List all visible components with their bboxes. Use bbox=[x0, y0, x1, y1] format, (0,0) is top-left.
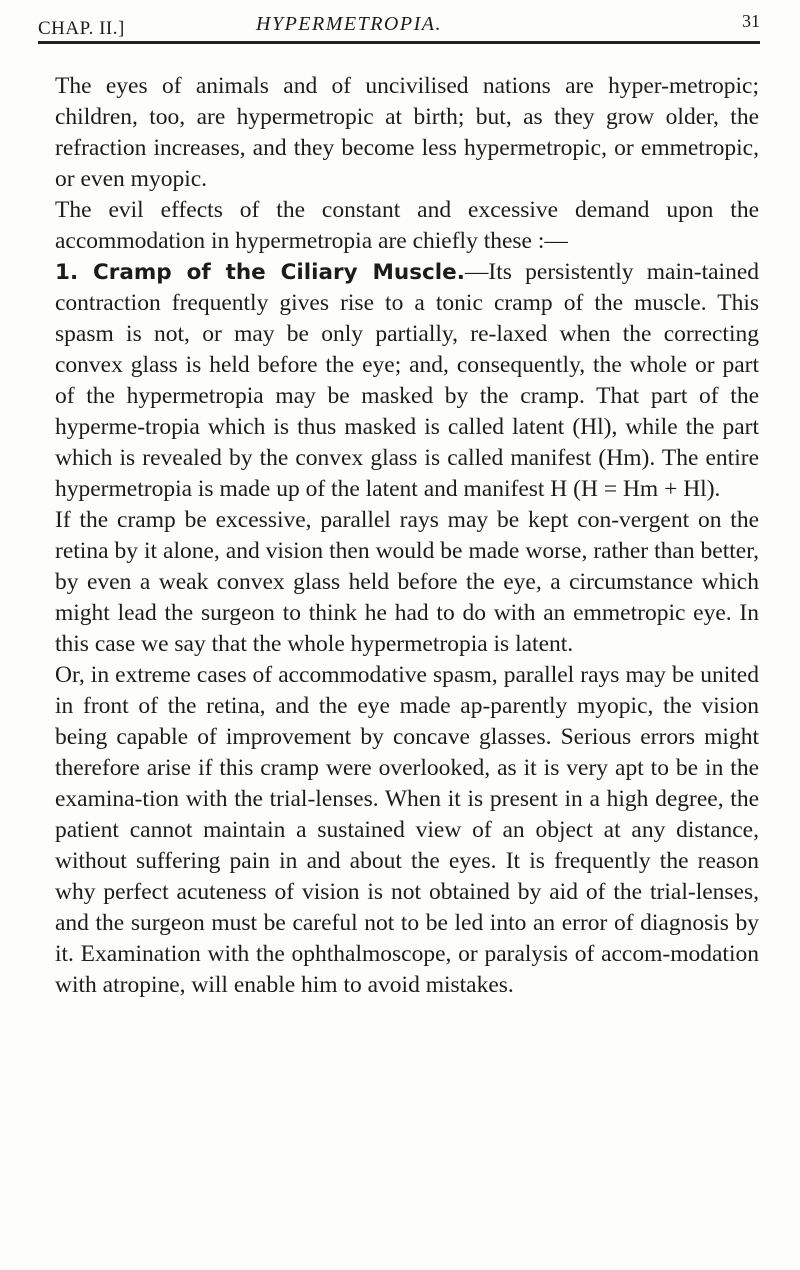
paragraph-ciliary-cramp-text: —Its persistently main-tained contraction frequently gives rise to a tonic cramp of the muscle. This spasm is not, or may be only partially, re-laxed when the correcting convex glass is held before the eye; and, consequently, the whole or part of the hypermetropia may be masked by the cramp. That part of the hyperme-tropia which is thus masked is called latent (Hl), while the part which is revealed by the convex glass is called manifest (Hm). The entire hypermetropia is made up of the latent and manifest H (H = Hm + Hl). bbox=[55, 259, 760, 502]
paragraph-animals: The eyes of animals and of uncivilised nations are hyper-metropic; children, too, are hypermetropic at birth; but, as they grow older, the refraction increases, and they become less hypermetropic, or emmetropic, or even myopic. bbox=[55, 73, 759, 192]
running-title: HYPERMETROPIA. bbox=[256, 13, 442, 35]
paragraph-excessive-cramp: If the cramp be excessive, parallel rays may be kept con-vergent on the retina by it alone, and vision then would be made worse, rather than better, by even a weak convex glass held before the eye, a circumstance which might lead the surgeon to think he had to do with an emmetropic eye. In this case we say that the whole hypermetropia is latent. bbox=[55, 507, 759, 657]
section-heading-ciliary-cramp: 1. Cramp of the Ciliary Muscle. bbox=[55, 260, 465, 285]
paragraph-evil-effects: The evil effects of the constant and excessive demand upon the accommodation in hypermetropia are chiefly these :— bbox=[55, 197, 759, 254]
running-header bbox=[38, 6, 760, 39]
paragraph-ciliary-cramp bbox=[55, 257, 759, 505]
paragraph-accommodative-spasm: Or, in extreme cases of accommodative spasm, parallel rays may be united in front of the retina, and the eye made ap-parently myopic, the vision being capable of improvement by concave glasses. Serious errors might therefore arise if this cramp were overlooked, as it is very apt to be in the examina-tion with the trial-lenses. When it is present in a high degree, the patient cannot maintain a sustained view of an object at any distance, without suffering pain in and about the eyes. It is frequently the reason why perfect acuteness of vision is not obtained by aid of the trial-lenses, and the surgeon must be careful not to be led into an error of diagnosis by it. Examination with the ophthalmoscope, or paralysis of accom-modation with atropine, will enable him to avoid mistakes. bbox=[55, 662, 759, 998]
chapter-label: CHAP. II.] bbox=[38, 18, 125, 39]
body-text bbox=[55, 71, 759, 1001]
header-rule bbox=[38, 41, 760, 44]
page-number: 31 bbox=[742, 11, 760, 31]
